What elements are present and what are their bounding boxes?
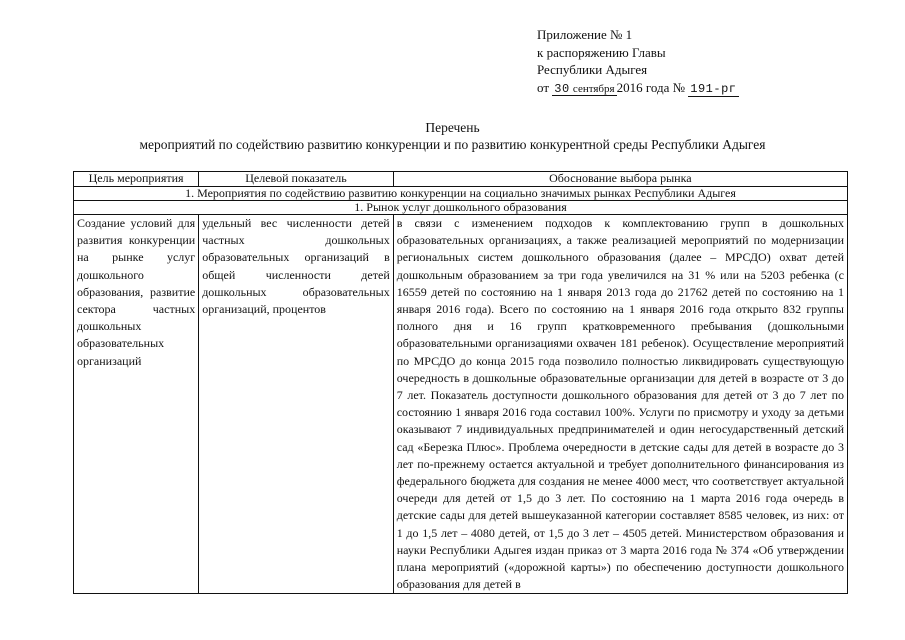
table-header-row [74,172,848,187]
rationale-cell: в связи с изменением подходов к комплектованию групп в дошкольных образовательных организациях, а также реализацией мероприятий по модернизации региональных систем дошкольного образования (далее – МРСДО) охват детей дошкольным образованием за три года увеличился на 31 % или на 5203 ребенка (с 16559 детей по состоянию на 1 января 2013 года до 21762 детей по состоянию на 1 января 2016 года). Всего по состоянию на 1 января 2016 года открыто 832 группы полного дня и 16 групп кратковременного пребывания (дошкольными образовательными организациями охвачен 181 ребенок). Осуществление мероприятий по МРСДО до конца 2015 года позволило полностью ликвидировать существующую очередность в дошкольные образовательные организации для детей в возрасте от 3 до 7 лет. Показатель доступности дошкольного образования для детей от 3 до 7 лет по состоянию 1 января 2016 года составил 100%. Услуги по присмотру и уходу за детьми оказывают 7 индивидуальных предпринимателей и один негосударственный детский сад «Березка Плюс». Проблема очередности в детские сады для детей в возрасте до 3 лет по-прежнему остается актуальной и требует дополнительного финансирования из федерального бюджета для создания не менее 4000 мест, что соответствует актуальной очереди для детей от 1,5 до 3 лет. По состоянию на 1 марта 2016 года очередь в детские сады для детей вышеуказанной категории составляет 8585 человек, из них: от 1 до 1,5 лет – 4080 детей, от 1,5 до 3 лет – 4505 детей. Министерством образования и науки Республики Адыгея издан приказ от 3 марта 2016 года № 374 «Об утверждении плана мероприятий («дорожной карты») по обеспечению доступности дошкольного образования для детей в [393,215,847,594]
date-year: 2016 года [616,79,670,95]
indicator-cell: удельный вес численности детей частных дошкольных образовательных организаций в общей численности детей дошкольных образовательных организаций, процентов [199,215,394,594]
date-day-field [552,80,616,96]
measures-table [73,171,848,594]
annex-line-2: к распоряжению Главы [537,44,666,60]
subsection-title: 1. Рынок услуг дошкольного образования [74,201,848,215]
table-row [74,215,848,594]
annex-block [537,26,739,98]
header-indicator: Целевой показатель [199,172,394,187]
date-month: сентября [572,82,615,95]
date-day: 30 [554,81,570,96]
section-title: 1. Мероприятия по содействию развитию конкуренции на социально значимых рынках Республики Адыгея [74,187,848,201]
annex-line-3: Республики Адыгея [537,62,648,77]
header-goal: Цель мероприятия [74,172,199,187]
section-row [74,187,848,201]
annex-line-1: Приложение № 1 [537,27,633,42]
document-title: Перечень [425,120,480,135]
document-subtitle: мероприятий по содействию развитию конкуренции и по развитию конкурентной среды Республики Адыгея [139,137,766,152]
number-label: № [672,79,686,95]
annex-date-line [537,79,739,99]
header-rationale: Обоснование выбора рынка [393,172,847,187]
goal-cell: Создание условий для развития конкуренции на рынке услуг дошкольного образования, развитие сектора частных дошкольных образовательных организаций [74,215,199,594]
subsection-row [74,201,848,215]
order-number: 191-рг [690,81,737,96]
date-prefix: от [537,79,550,95]
